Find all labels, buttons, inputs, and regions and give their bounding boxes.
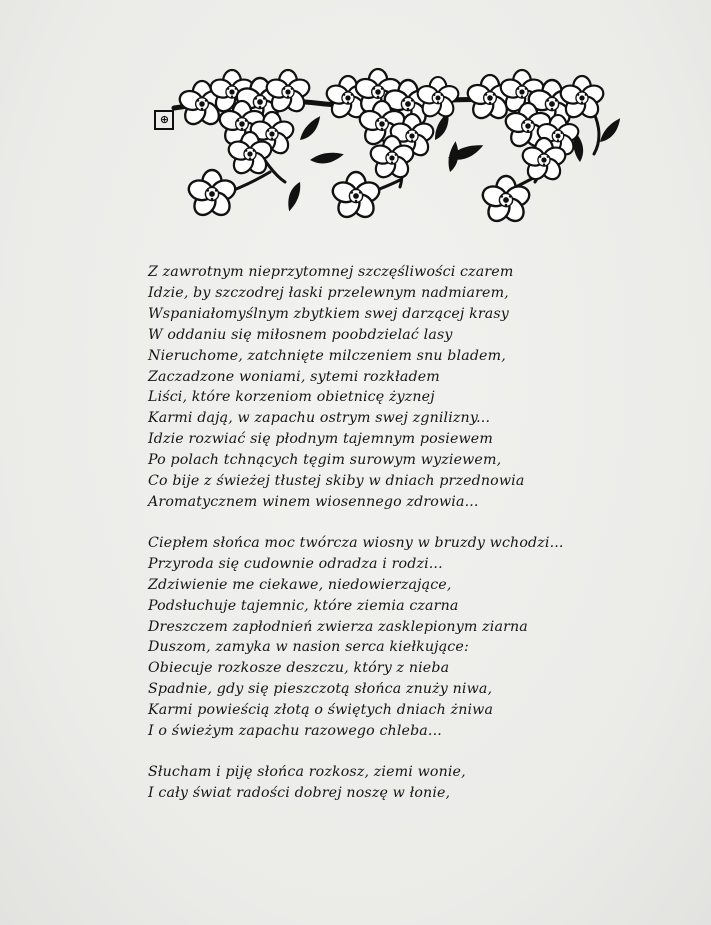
stanza-2 xyxy=(148,533,618,742)
poem-line: Karmi powieścią złotą o świętych dniach żniwa xyxy=(148,702,494,719)
poem-line: Po polach tchnących tęgim surowym wyziewem, xyxy=(148,452,502,469)
flower-branch-icon xyxy=(150,62,620,232)
poem-line: Duszom, zamyka w nasion serca kiełkujące: xyxy=(148,639,469,656)
poem xyxy=(148,262,618,824)
poem-line: Podsłuchuje tajemnic, które ziemia czarna xyxy=(148,597,459,614)
stanza-1 xyxy=(148,262,618,513)
poem-line: Nieruchome, zatchnięte milczeniem snu bladem, xyxy=(148,347,506,364)
poem-line: Idzie rozwiać się płodnym tajemnym posiewem xyxy=(148,431,493,448)
poem-line: Przyroda się cudownie odradza i rodzi... xyxy=(148,555,443,572)
poem-line: Idzie, by szczodrej łaski przelewnym nadmiarem, xyxy=(148,284,509,301)
poem-line: Zaczadzone woniami, sytemi rozkładem xyxy=(148,368,440,385)
poem-line: I o świeżym zapachu razowego chleba... xyxy=(148,723,442,740)
poem-line: W oddaniu się miłosnem poobdzielać lasy xyxy=(148,326,453,343)
poem-line: Dreszczem zapłodnień zwierza zasklepionym ziarna xyxy=(148,618,528,635)
poem-line: Ciepłem słońca moc twórcza wiosny w bruzdy wchodzi... xyxy=(148,534,564,551)
poem-line: Słucham i piję słońca rozkosz, ziemi wonie, xyxy=(148,763,466,780)
poem-line: Co bije z świeżej tłustej skiby w dniach przednowia xyxy=(148,473,525,490)
poem-line: Liści, które korzeniom obietnicę żyznej xyxy=(148,389,435,406)
poem-line: Wspaniałomyślnym zbytkiem swej darzącej krasy xyxy=(148,305,509,322)
poem-line: Zdziwienie me ciekawe, niedowierzające, xyxy=(148,576,452,593)
poem-line: Obiecuje rozkosze deszczu, który z nieba xyxy=(148,660,450,677)
poem-line: Z zawrotnym nieprzytomnej szczęśliwości czarem xyxy=(148,264,514,280)
stanza-3 xyxy=(148,762,618,804)
poem-line: Karmi dają, w zapachu ostrym swej zgnilizny... xyxy=(148,410,491,427)
poem-line: Spadnie, gdy się pieszczotą słońca znuży niwa, xyxy=(148,681,493,698)
poem-line: Aromatycznem winem wiosennego zdrowia... xyxy=(148,493,479,510)
monogram-stamp-icon: ⊕ xyxy=(154,110,174,130)
poem-line: I cały świat radości dobrej noszę w łonie, xyxy=(148,784,451,801)
